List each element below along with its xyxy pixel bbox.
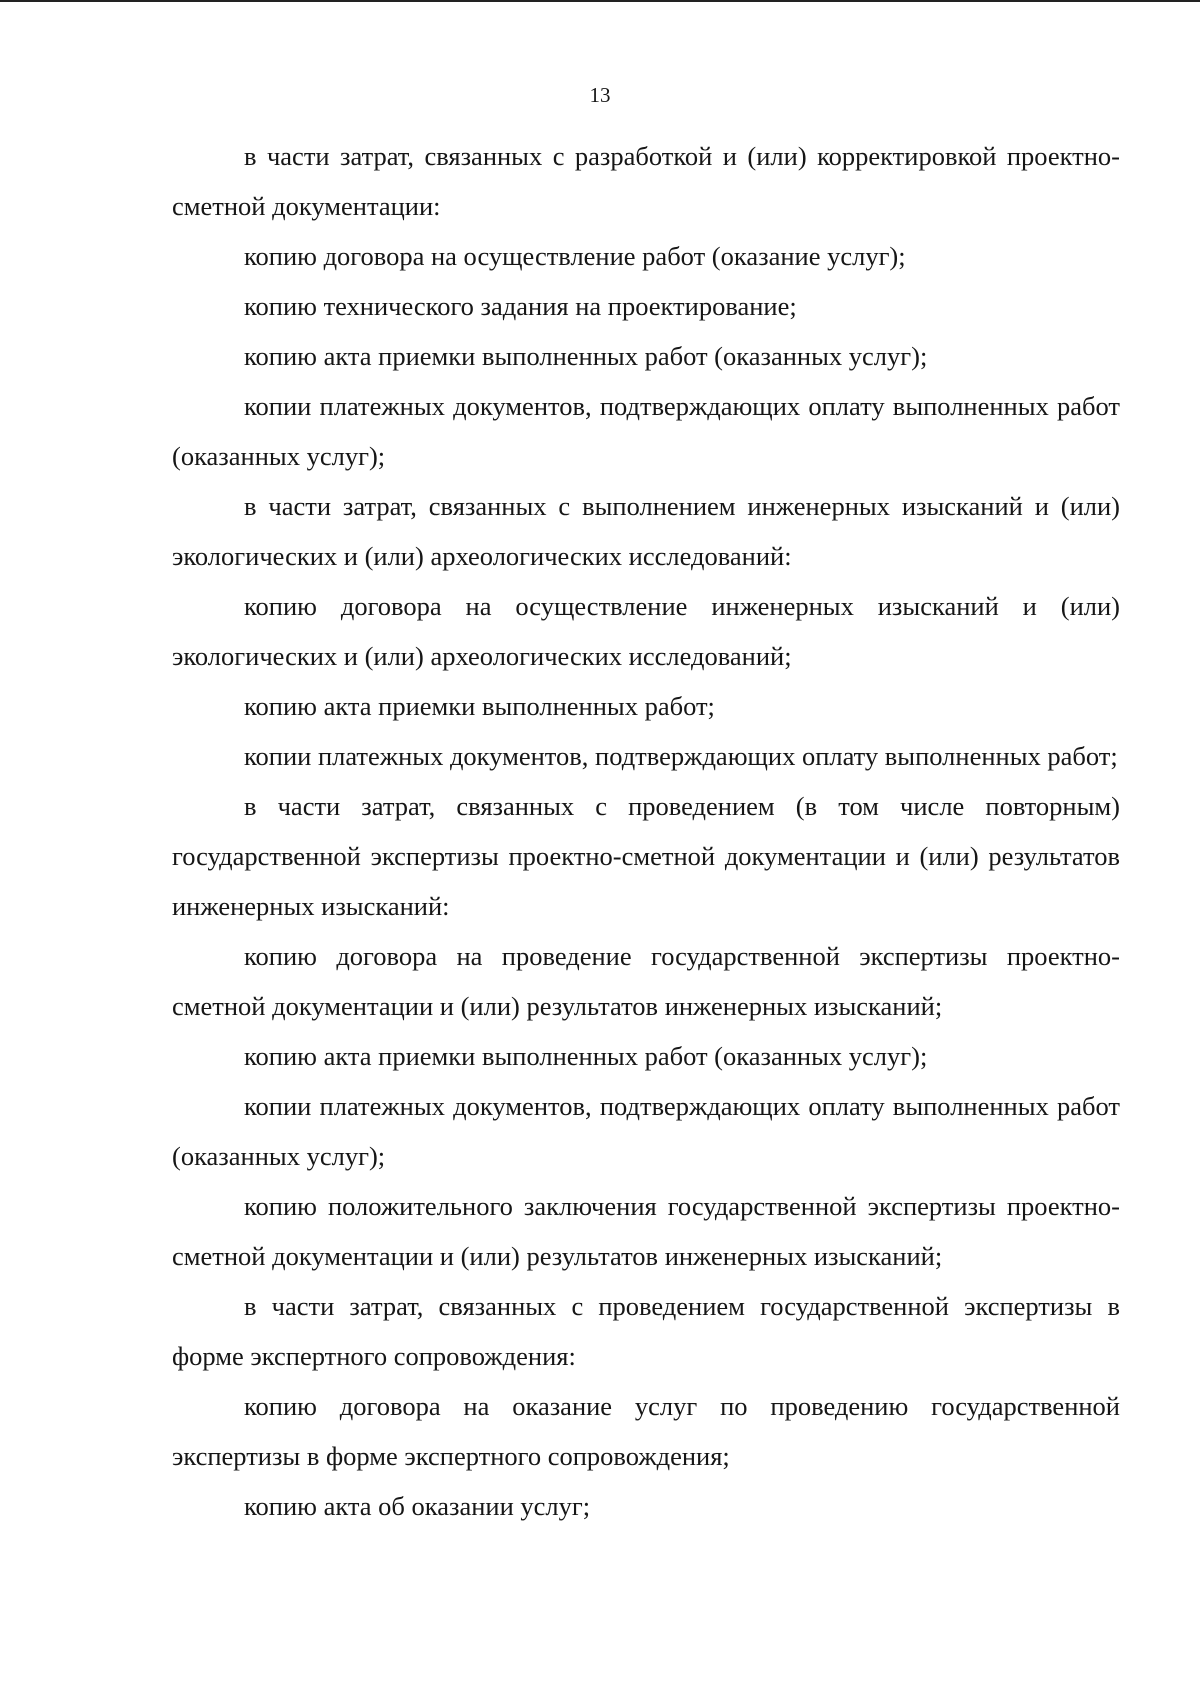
paragraph-works-contract: копию договора на осуществление работ (оказание услуг); [244, 241, 906, 271]
paragraph-expertise-costs-heading: в части затрат, связанных с проведением (в том числе повторным) государственной экспертизы проектно-сметной документации и (или) результатов инженерных изысканий: [172, 791, 1120, 921]
document-body [172, 131, 1120, 1531]
paragraph-expertise-acceptance-act: копию акта приемки выполненных работ (оказанных услуг); [244, 1041, 928, 1071]
page-number: 13 [589, 83, 611, 107]
paragraph-technical-assignment: копию технического задания на проектирование; [244, 291, 797, 321]
paragraph-design-costs-heading: в части затрат, связанных с разработкой и (или) корректировкой проектно-сметной документации: [172, 141, 1120, 221]
paragraph-surveys-contract: копию договора на осуществление инженерных изысканий и (или) экологических и (или) археологических исследований; [172, 591, 1120, 671]
paragraph-expert-support-contract: копию договора на оказание услуг по проведению государственной экспертизы в форме экспертного сопровождения; [172, 1391, 1120, 1471]
paragraph-surveys-acceptance-act: копию акта приемки выполненных работ; [244, 691, 715, 721]
paragraph-expert-support-costs-heading: в части затрат, связанных с проведением государственной экспертизы в форме экспертного сопровождения: [172, 1291, 1120, 1371]
paragraph-services-act: копию акта об оказании услуг; [244, 1491, 591, 1521]
paragraph-positive-conclusion: копию положительного заключения государственной экспертизы проектно-сметной документации и (или) результатов инженерных изысканий; [172, 1191, 1120, 1271]
paragraph-surveys-payment-documents: копии платежных документов, подтверждающих оплату выполненных работ; [244, 741, 1118, 771]
top-border-line [0, 0, 1200, 2]
paragraph-acceptance-act: копию акта приемки выполненных работ (оказанных услуг); [244, 341, 928, 371]
paragraph-payment-documents: копии платежных документов, подтверждающих оплату выполненных работ (оказанных услуг); [172, 391, 1120, 471]
paragraph-expertise-payment-documents: копии платежных документов, подтверждающих оплату выполненных работ (оказанных услуг); [172, 1091, 1120, 1171]
paragraph-surveys-costs-heading: в части затрат, связанных с выполнением инженерных изысканий и (или) экологических и (или) археологических исследований: [172, 491, 1120, 571]
paragraph-expertise-contract: копию договора на проведение государственной экспертизы проектно-сметной документации и (или) результатов инженерных изысканий; [172, 941, 1120, 1021]
